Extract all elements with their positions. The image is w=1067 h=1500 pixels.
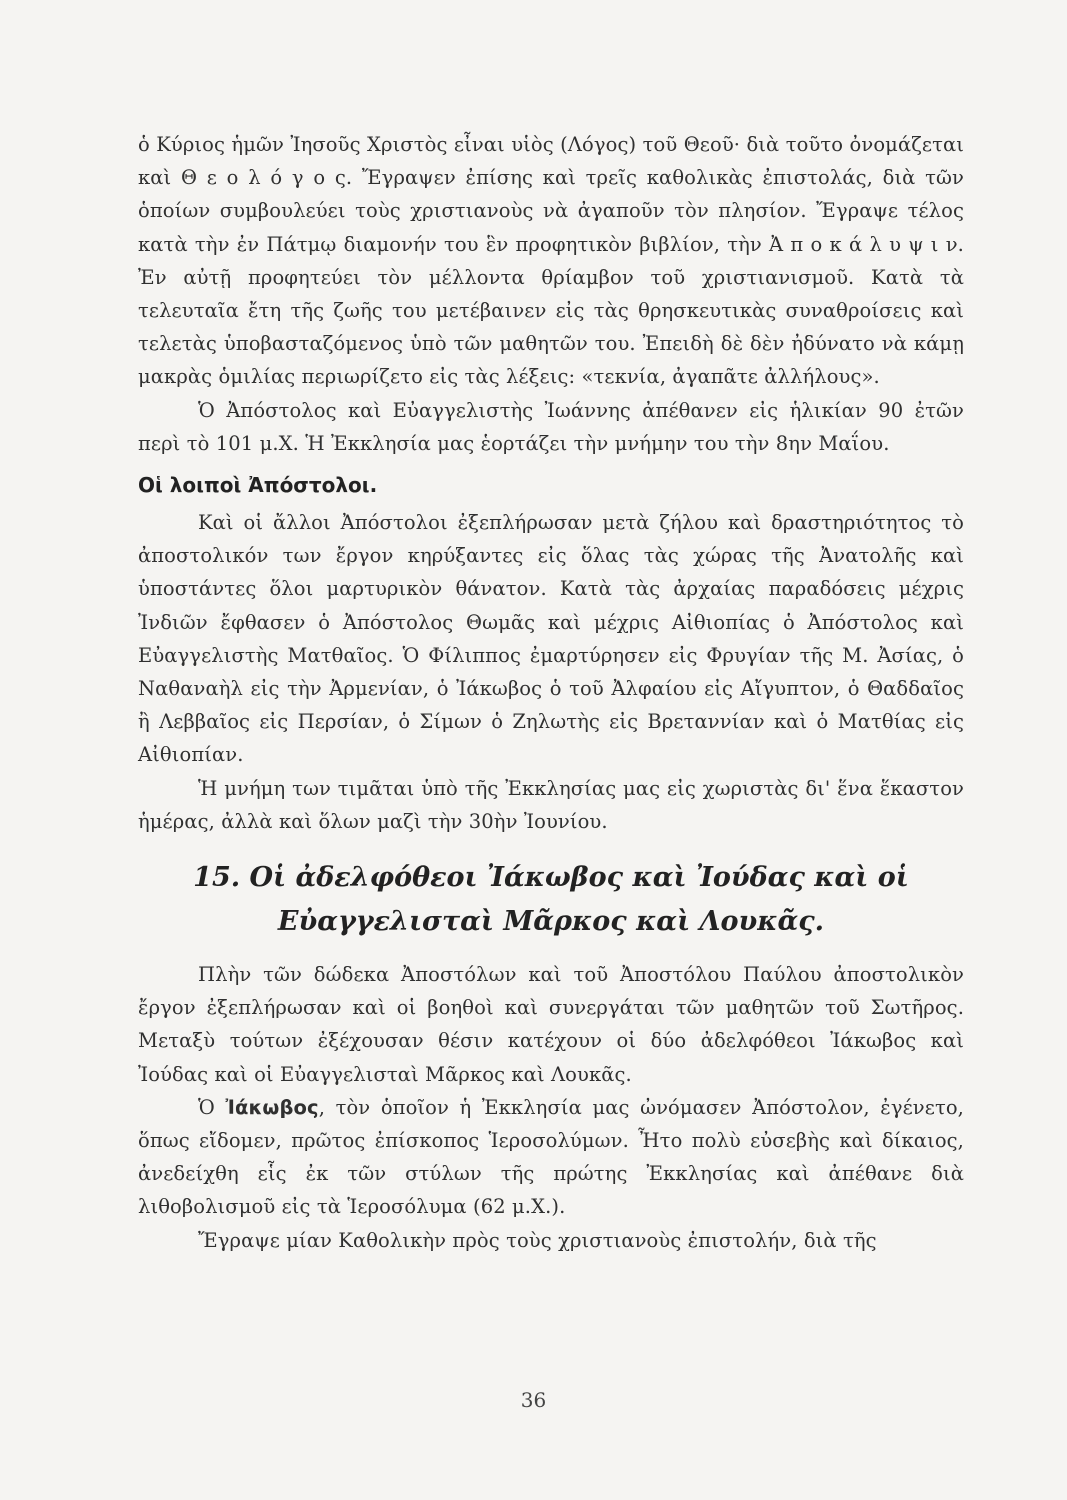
paragraph-epistle: Ἔγραψε μίαν Καθολικὴν πρὸς τοὺς χριστιανοὺς ἐπιστολήν, διὰ τῆς: [198, 1228, 877, 1252]
subheading-other-apostles: Οἱ λοιποὶ Ἀπόστολοι.: [138, 473, 378, 498]
section-title-line-2: Εὐαγγελισταὶ Μᾶρκος καὶ Λουκᾶς.: [277, 906, 825, 938]
section-title-line-1: 15. Οἱ ἀδελφόθεοι Ἰάκωβος καὶ Ἰούδας καὶ οἱ: [193, 862, 909, 894]
section-title: [138, 856, 964, 944]
iakovos-lead: Ὁ: [198, 1095, 226, 1119]
page-number: 36: [520, 1388, 547, 1412]
paragraph-apostles-missions: Καὶ οἱ ἄλλοι Ἀπόστολοι ἐξεπλήρωσαν μετὰ ζήλου καὶ δραστηριότητος τὸ ἀποστολικόν των ἔργον κηρύξαντες εἰς ὅλας τὰς χώρας τῆς Ἀνατολῆς καὶ ὑποστάντες ὅλοι μαρτυρικὸν θάνατον. Κατὰ τὰς ἀρχαίας παραδόσεις μέχρις Ἰνδιῶν ἔφθασεν ὁ Ἀπόστολος Θωμᾶς καὶ μέχρις Αἰθιοπίας ὁ Ἀπόστολος καὶ Εὐαγγελιστὴς Ματθαῖος. Ὁ Φίλιππος ἐμαρτύρησεν εἰς Φρυγίαν τῆς Μ. Ἀσίας, ὁ Ναθαναὴλ εἰς τὴν Ἀρμενίαν, ὁ Ἰάκωβος ὁ τοῦ Ἀλφαίου εἰς Αἴγυπτον, ὁ Θαδδαῖος ἢ Λεββαῖος εἰς Περσίαν, ὁ Σίμων ὁ Ζηλωτὴς εἰς Βρεταννίαν καὶ ὁ Ματθίας εἰς Αἰθιοπίαν.: [138, 511, 964, 767]
paragraph-john-death: Ὁ Ἀπόστολος καὶ Εὐαγγελιστὴς Ἰωάννης ἀπέθανεν εἰς ἡλικίαν 90 ἐτῶν περὶ τὸ 101 μ.Χ. Ἡ Ἐκκλησία μας ἑορτάζει τὴν μνήμην του τὴν 8ην Μαΐου.: [138, 398, 964, 455]
paragraph-apostles-memory: Ἡ μνήμη των τιμᾶται ὑπὸ τῆς Ἐκκλησίας μας εἰς χωριστὰς δι' ἕνα ἕκαστον ἡμέρας, ἀλλὰ καὶ ὅλων μαζὶ τὴν 30ὴν Ἰουνίου.: [138, 776, 964, 833]
iakovos-text: , τὸν ὁποῖον ἡ Ἐκκλησία μας ὠνόμασεν Ἀπόστολον, ἐγένετο, ὅπως εἴδομεν, πρῶτος ἐπίσκοπος Ἱεροσολύμων. Ἦτο πολὺ εὐσεβὴς καὶ δίκαιος, ἀνεδείχθη εἷς ἐκ τῶν στύλων τῆς πρώτης Ἐκκλησίας καὶ ἀπέθανε διὰ λιθοβολισμοῦ εἰς τὰ Ἱεροσόλυμα (62 μ.Χ.).: [138, 1095, 964, 1219]
paragraph-section-intro: Πλὴν τῶν δώδεκα Ἀποστόλων καὶ τοῦ Ἀποστόλου Παύλου ἀποστολικὸν ἔργον ἐξεπλήρωσαν καὶ οἱ βοηθοὶ καὶ συνεργάται τῶν μαθητῶν τοῦ Σωτῆρος. Μεταξὺ τούτων ἐξέχουσαν θέσιν κατέχουν οἱ δύο ἀδελφόθεοι Ἰάκωβος καὶ Ἰούδας καὶ οἱ Εὐαγγελισταὶ Μᾶρκος καὶ Λουκᾶς.: [138, 963, 964, 1086]
page-text: [138, 128, 964, 1257]
paragraph-iakovos: [138, 1091, 964, 1224]
paragraph-john-writings: ὁ Κύριος ἡμῶν Ἰησοῦς Χριστὸς εἶναι υἱὸς (Λόγος) τοῦ Θεοῦ· διὰ τοῦτο ὀνομάζεται καὶ Θ ε ο λ ό γ ο ς. Ἔγραψεν ἐπίσης καὶ τρεῖς καθολικὰς ἐπιστολάς, διὰ τῶν ὁποίων συμβουλεύει τοὺς χριστιανοὺς νὰ ἀγαποῦν τὸν πλησίον. Ἔγραψε τέλος κατὰ τὴν ἐν Πάτμῳ διαμονήν του ἓν προφητικὸν βιβλίον, τὴν Ἀ π ο κ ά λ υ ψ ι ν. Ἐν αὐτῇ προφητεύει τὸν μέλλοντα θρίαμβον τοῦ χριστιανισμοῦ. Κατὰ τὰ τελευταῖα ἔτη τῆς ζωῆς του μετέβαινεν εἰς τὰς θρησκευτικὰς συναθροίσεις καὶ τελετὰς ὑποβασταζόμενος ὑπὸ τῶν μαθητῶν του. Ἐπειδὴ δὲ δὲν ἠδύνατο νὰ κάμῃ μακρὰς ὁμιλίας περιωρίζετο εἰς τὰς λέξεις: «τεκνία, ἀγαπᾶτε ἀλλήλους».: [138, 133, 964, 389]
iakovos-name: Ἰάκωβος: [225, 1095, 319, 1119]
